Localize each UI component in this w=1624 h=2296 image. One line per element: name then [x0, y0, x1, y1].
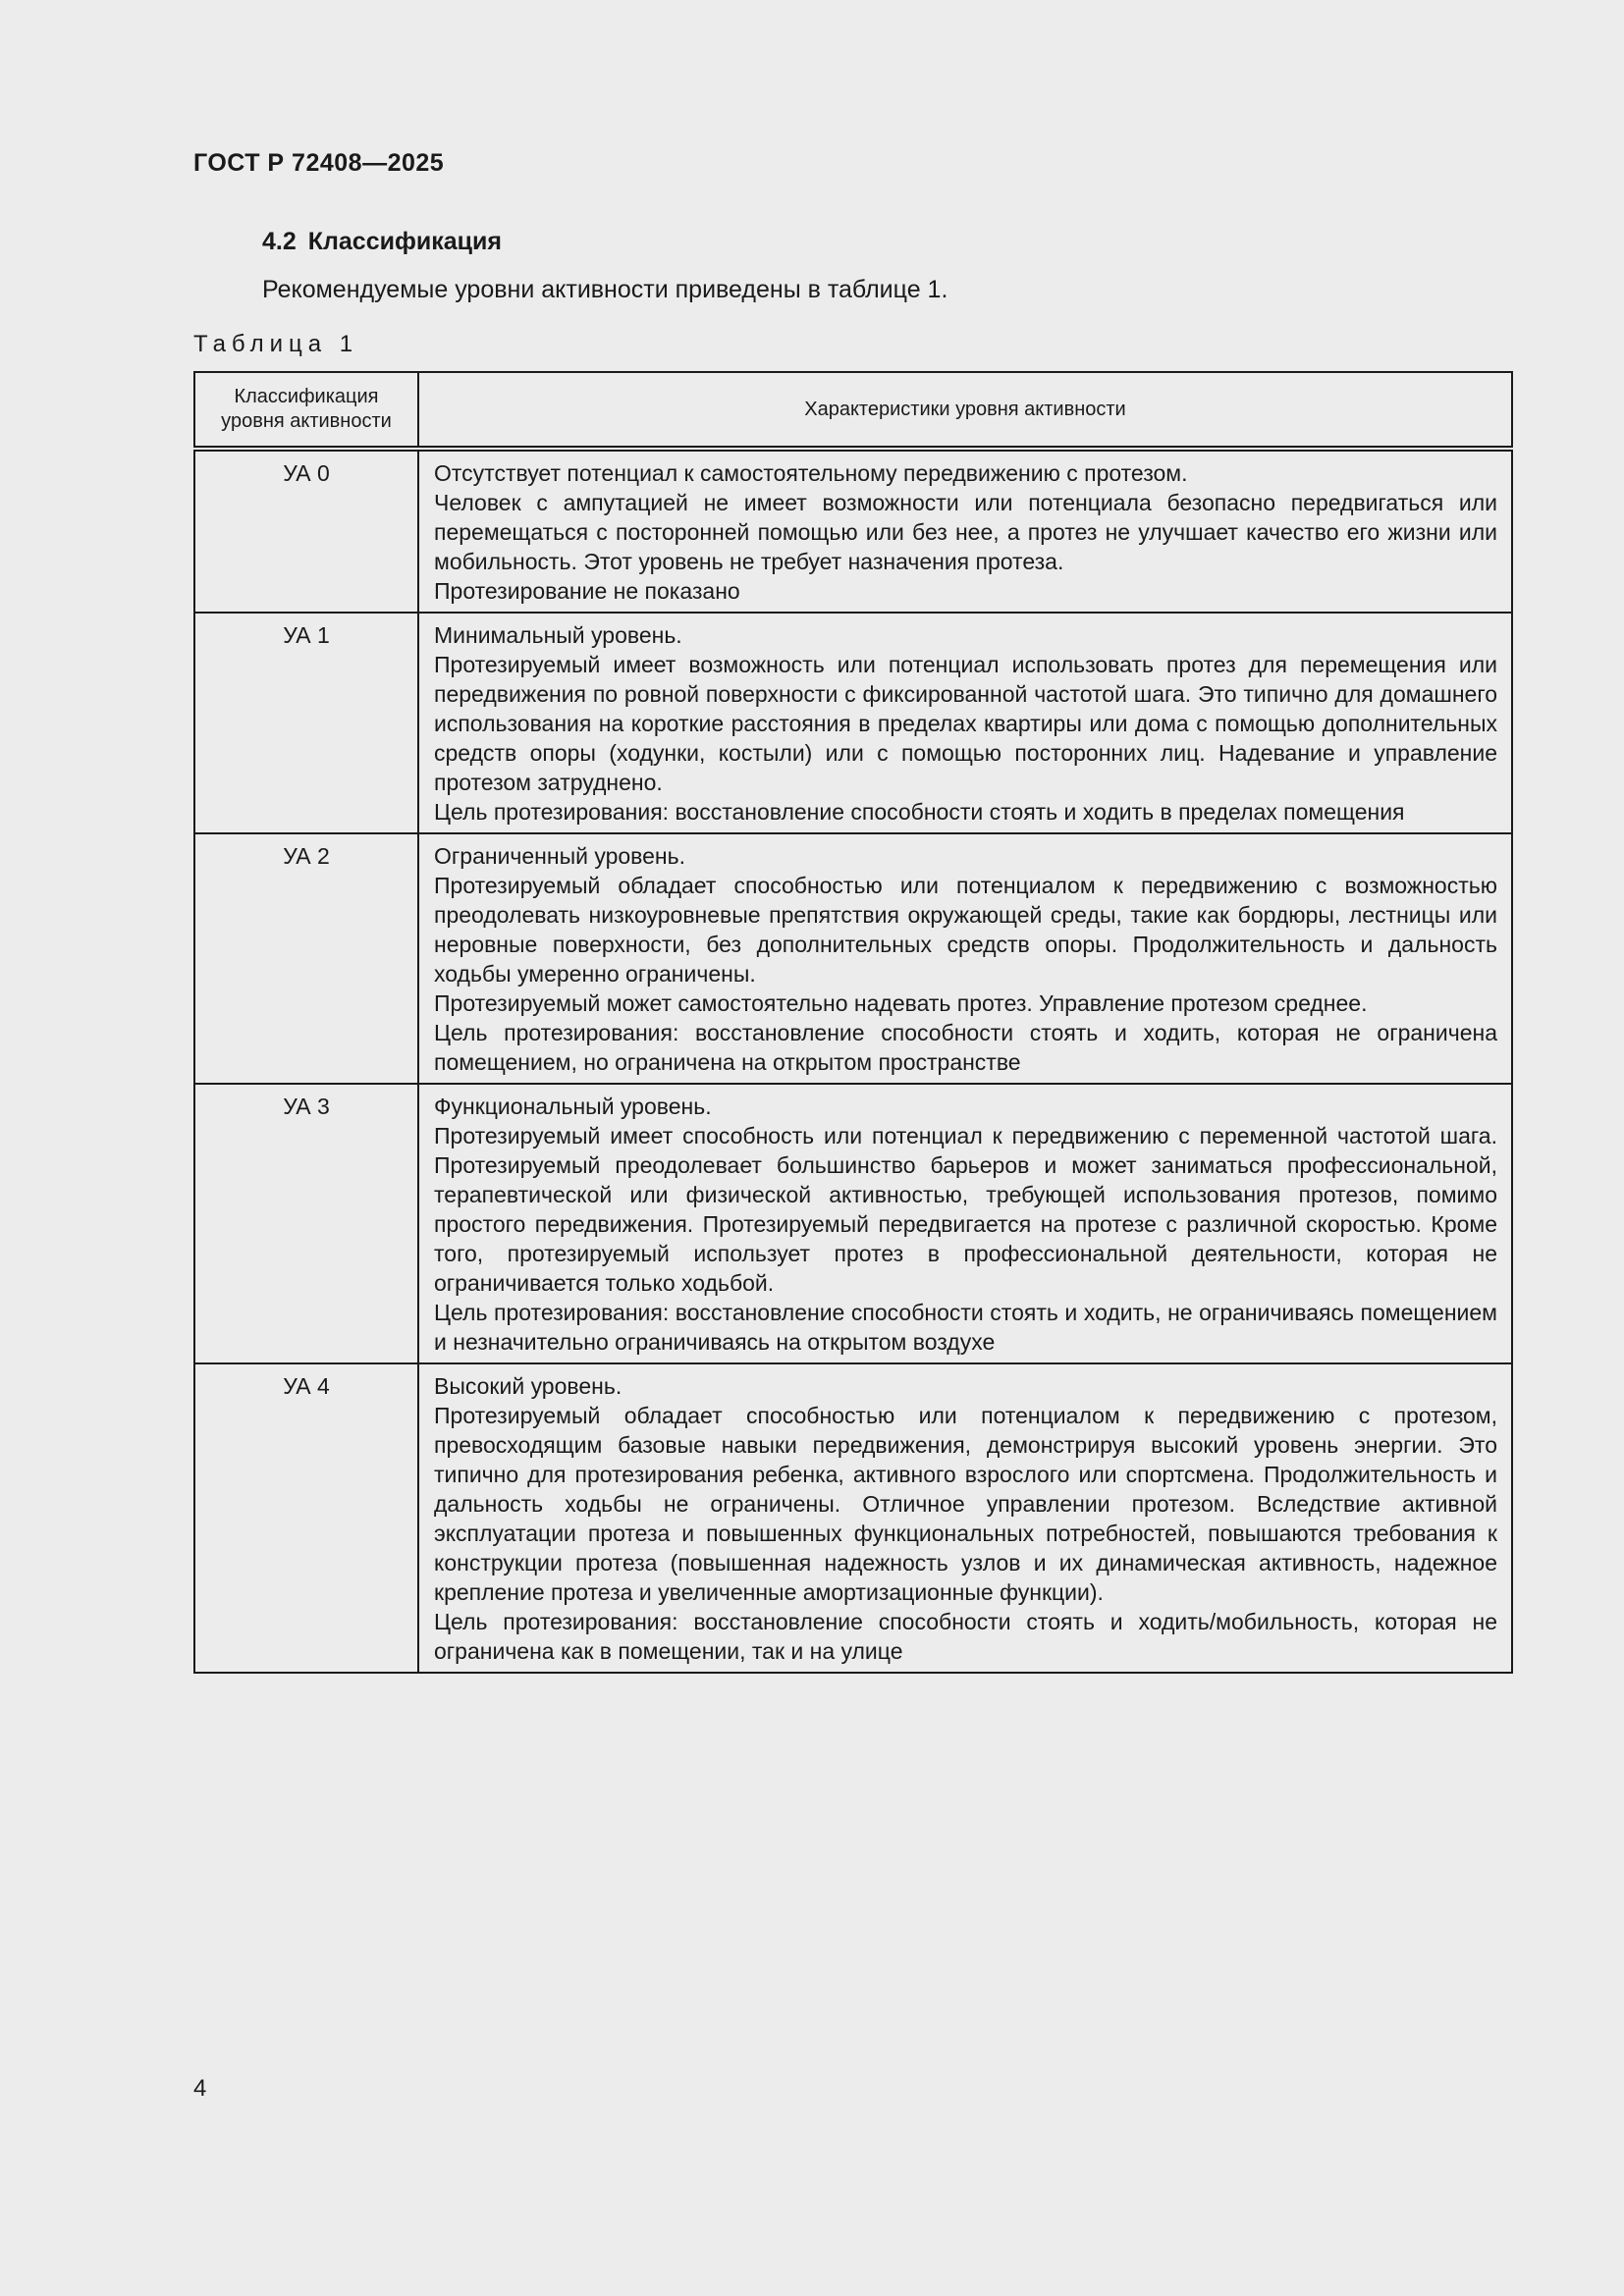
characteristics-line: Протезирование не показано: [434, 578, 740, 604]
document-header: ГОСТ Р 72408—2025: [193, 149, 445, 177]
column-header-characteristics: Характеристики уровня активности: [418, 372, 1512, 449]
section-number: 4.2: [262, 228, 297, 255]
characteristics-line: Цель протезирования: восстановление способности стоять и ходить/мобильность, которая не ограничена как в помещении, так и на улице: [434, 1609, 1497, 1664]
characteristics-line: Цель протезирования: восстановление способности стоять и ходить, которая не ограничена помещением, но ограничена на открытом пространстве: [434, 1020, 1497, 1075]
characteristics-line: Протезируемый имеет способность или потенциал к передвижению с переменной частотой шага. Протезируемый преодолевает большинство барьеров и может заниматься профессиональной, терапевтической или физической активностью, требующей использования протезов, помимо простого передвижения. Протезируемый передвигается на протезе с различной скоростью. Кроме того, протезируемый использует протез в профессиональной деятельности, которая не ограничивается только ходьбой.: [434, 1123, 1497, 1296]
activity-level-cell: УА 0: [194, 449, 418, 613]
column-header-classification: Классификация уровня активности: [194, 372, 418, 449]
table-caption: Таблица 1: [193, 331, 359, 357]
characteristics-line: Цель протезирования: восстановление способности стоять и ходить, не ограничиваясь помещением и незначительно ограничиваясь на открытом воздухе: [434, 1300, 1497, 1355]
characteristics-line: Протезируемый может самостоятельно надевать протез. Управление протезом среднее.: [434, 990, 1368, 1016]
table-row: [194, 613, 1512, 833]
characteristics-line: Человек с ампутацией не имеет возможности или потенциала безопасно передвигаться или перемещаться с посторонней помощью или без нее, а протез не улучшает качество его жизни или мобильность. Этот уровень не требует назначения протеза.: [434, 490, 1497, 574]
characteristics-cell: [418, 1363, 1512, 1673]
table-row: [194, 833, 1512, 1084]
page-number: 4: [193, 2075, 207, 2102]
characteristics-cell: [418, 833, 1512, 1084]
intro-paragraph: Рекомендуемые уровни активности приведены в таблице 1.: [262, 276, 948, 303]
activity-level-table: [193, 371, 1513, 1674]
activity-level-cell: УА 2: [194, 833, 418, 1084]
characteristics-line: Цель протезирования: восстановление способности стоять и ходить в пределах помещения: [434, 799, 1405, 825]
characteristics-line: Высокий уровень.: [434, 1373, 623, 1399]
table-row: [194, 449, 1512, 613]
characteristics-line: Протезируемый имеет возможность или потенциал использовать протез для перемещения или передвижения по ровной поверхности с фиксированной частотой шага. Это типично для домашнего использования на короткие расстояния в пределах квартиры или дома с помощью дополнительных средств опоры (ходунки, костыли) или с помощью посторонних лиц. Надевание и управление протезом затруднено.: [434, 652, 1497, 795]
characteristics-line: Минимальный уровень.: [434, 622, 682, 648]
characteristics-line: Отсутствует потенциал к самостоятельному передвижению с протезом.: [434, 460, 1188, 486]
activity-level-cell: УА 1: [194, 613, 418, 833]
characteristics-cell: [418, 1084, 1512, 1363]
activity-level-cell: УА 3: [194, 1084, 418, 1363]
characteristics-line: Протезируемый обладает способностью или потенциалом к передвижению с протезом, превосходящим базовые навыки передвижения, демонстрируя высокий уровень энергии. Это типично для протезирования ребенка, активного взрослого или спортсмена. Продолжительность и дальность ходьбы не ограничены. Отличное управлении протезом. Вследствие активной эксплуатации протеза и повышенных функциональных потребностей, повышаются требования к конструкции протеза (повышенная надежность узлов и их динамическая активность, надежное крепление протеза и увеличенные амортизационные функции).: [434, 1403, 1497, 1605]
section-title: Классификация: [307, 228, 502, 255]
characteristics-line: Протезируемый обладает способностью или потенциалом к передвижению с возможностью преодолевать низкоуровневые препятствия окружающей среды, такие как бордюры, лестницы или неровные поверхности, без дополнительных средств опоры. Продолжительность и дальность ходьбы умеренно ограничены.: [434, 873, 1497, 987]
table-header-row: [194, 372, 1512, 449]
characteristics-cell: [418, 449, 1512, 613]
table-row: [194, 1084, 1512, 1363]
characteristics-line: Ограниченный уровень.: [434, 843, 686, 869]
section-heading: [262, 228, 502, 256]
table-row: [194, 1363, 1512, 1673]
activity-level-cell: УА 4: [194, 1363, 418, 1673]
characteristics-cell: [418, 613, 1512, 833]
characteristics-line: Функциональный уровень.: [434, 1094, 712, 1119]
